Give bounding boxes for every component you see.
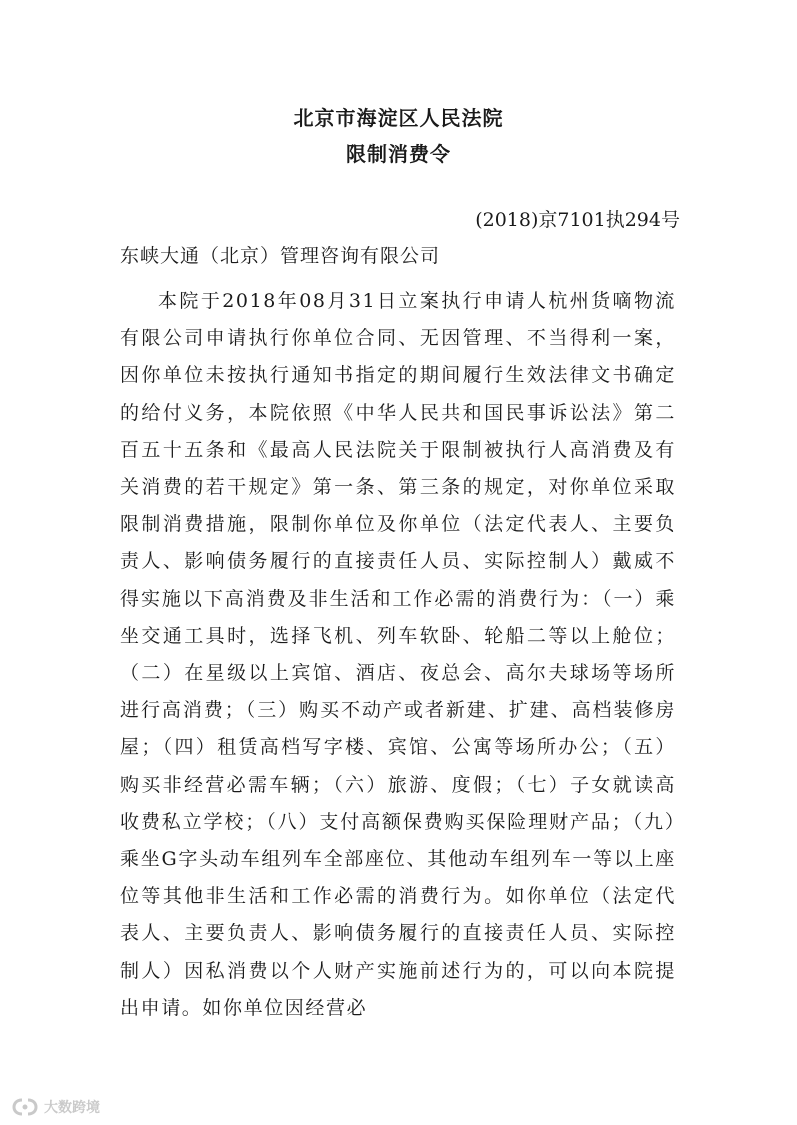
recipient-name: 东峡大通（北京）管理咨询有限公司 [120, 245, 441, 267]
case-number: (2018)京7101执294号 [475, 209, 680, 231]
court-name-title: 北京市海淀区人民法院 [293, 106, 504, 130]
order-body-paragraph: 本院于2018年08月31日立案执行申请人杭州货嘀物流有限公司申请执行你单位合同、无因管理、不当得利一案，因你单位未按执行通知书指定的期间履行生效法律文书确定的给付义务，本院依照《中华人民共和国民事诉讼法》第二百五十五条和《最高人民法院关于限制被执行人高消费及有关消费的若干规定》第一条、第三条的规定，对你单位采取限制消费措施，限制你单位及你单位（法定代表人、主要负责人、影响债务履行的直接责任人员、实际控制人）戴威不得实施以下高消费及非生活和工作必需的消费行为：（一）乘坐交通工具时，选择飞机、列车软卧、轮船二等以上舱位；（二）在星级以上宾馆、酒店、夜总会、高尔夫球场等场所进行高消费；（三）购买不动产或者新建、扩建、高档装修房屋；（四）租赁高档写字楼、宾馆、公寓等场所办公；（五）购买非经营必需车辆；（六）旅游、度假；（七）子女就读高收费私立学校；（八）支付高额保费购买保险理财产品；（九）乘坐G字头动车组列车全部座位、其他动车组列车一等以上座位等其他非生活和工作必需的消费行为。如你单位（法定代表人、主要负责人、影响债务履行的直接责任人员、实际控制人）因私消费以个人财产实施前述行为的，可以向本院提出申请。如你单位因经营必 [120, 290, 676, 1019]
watermark-text: 大数跨境 [44, 1100, 100, 1116]
order-title: 限制消费令 [346, 142, 451, 166]
watermark [12, 1097, 100, 1117]
brand-logo-icon [12, 1098, 38, 1116]
